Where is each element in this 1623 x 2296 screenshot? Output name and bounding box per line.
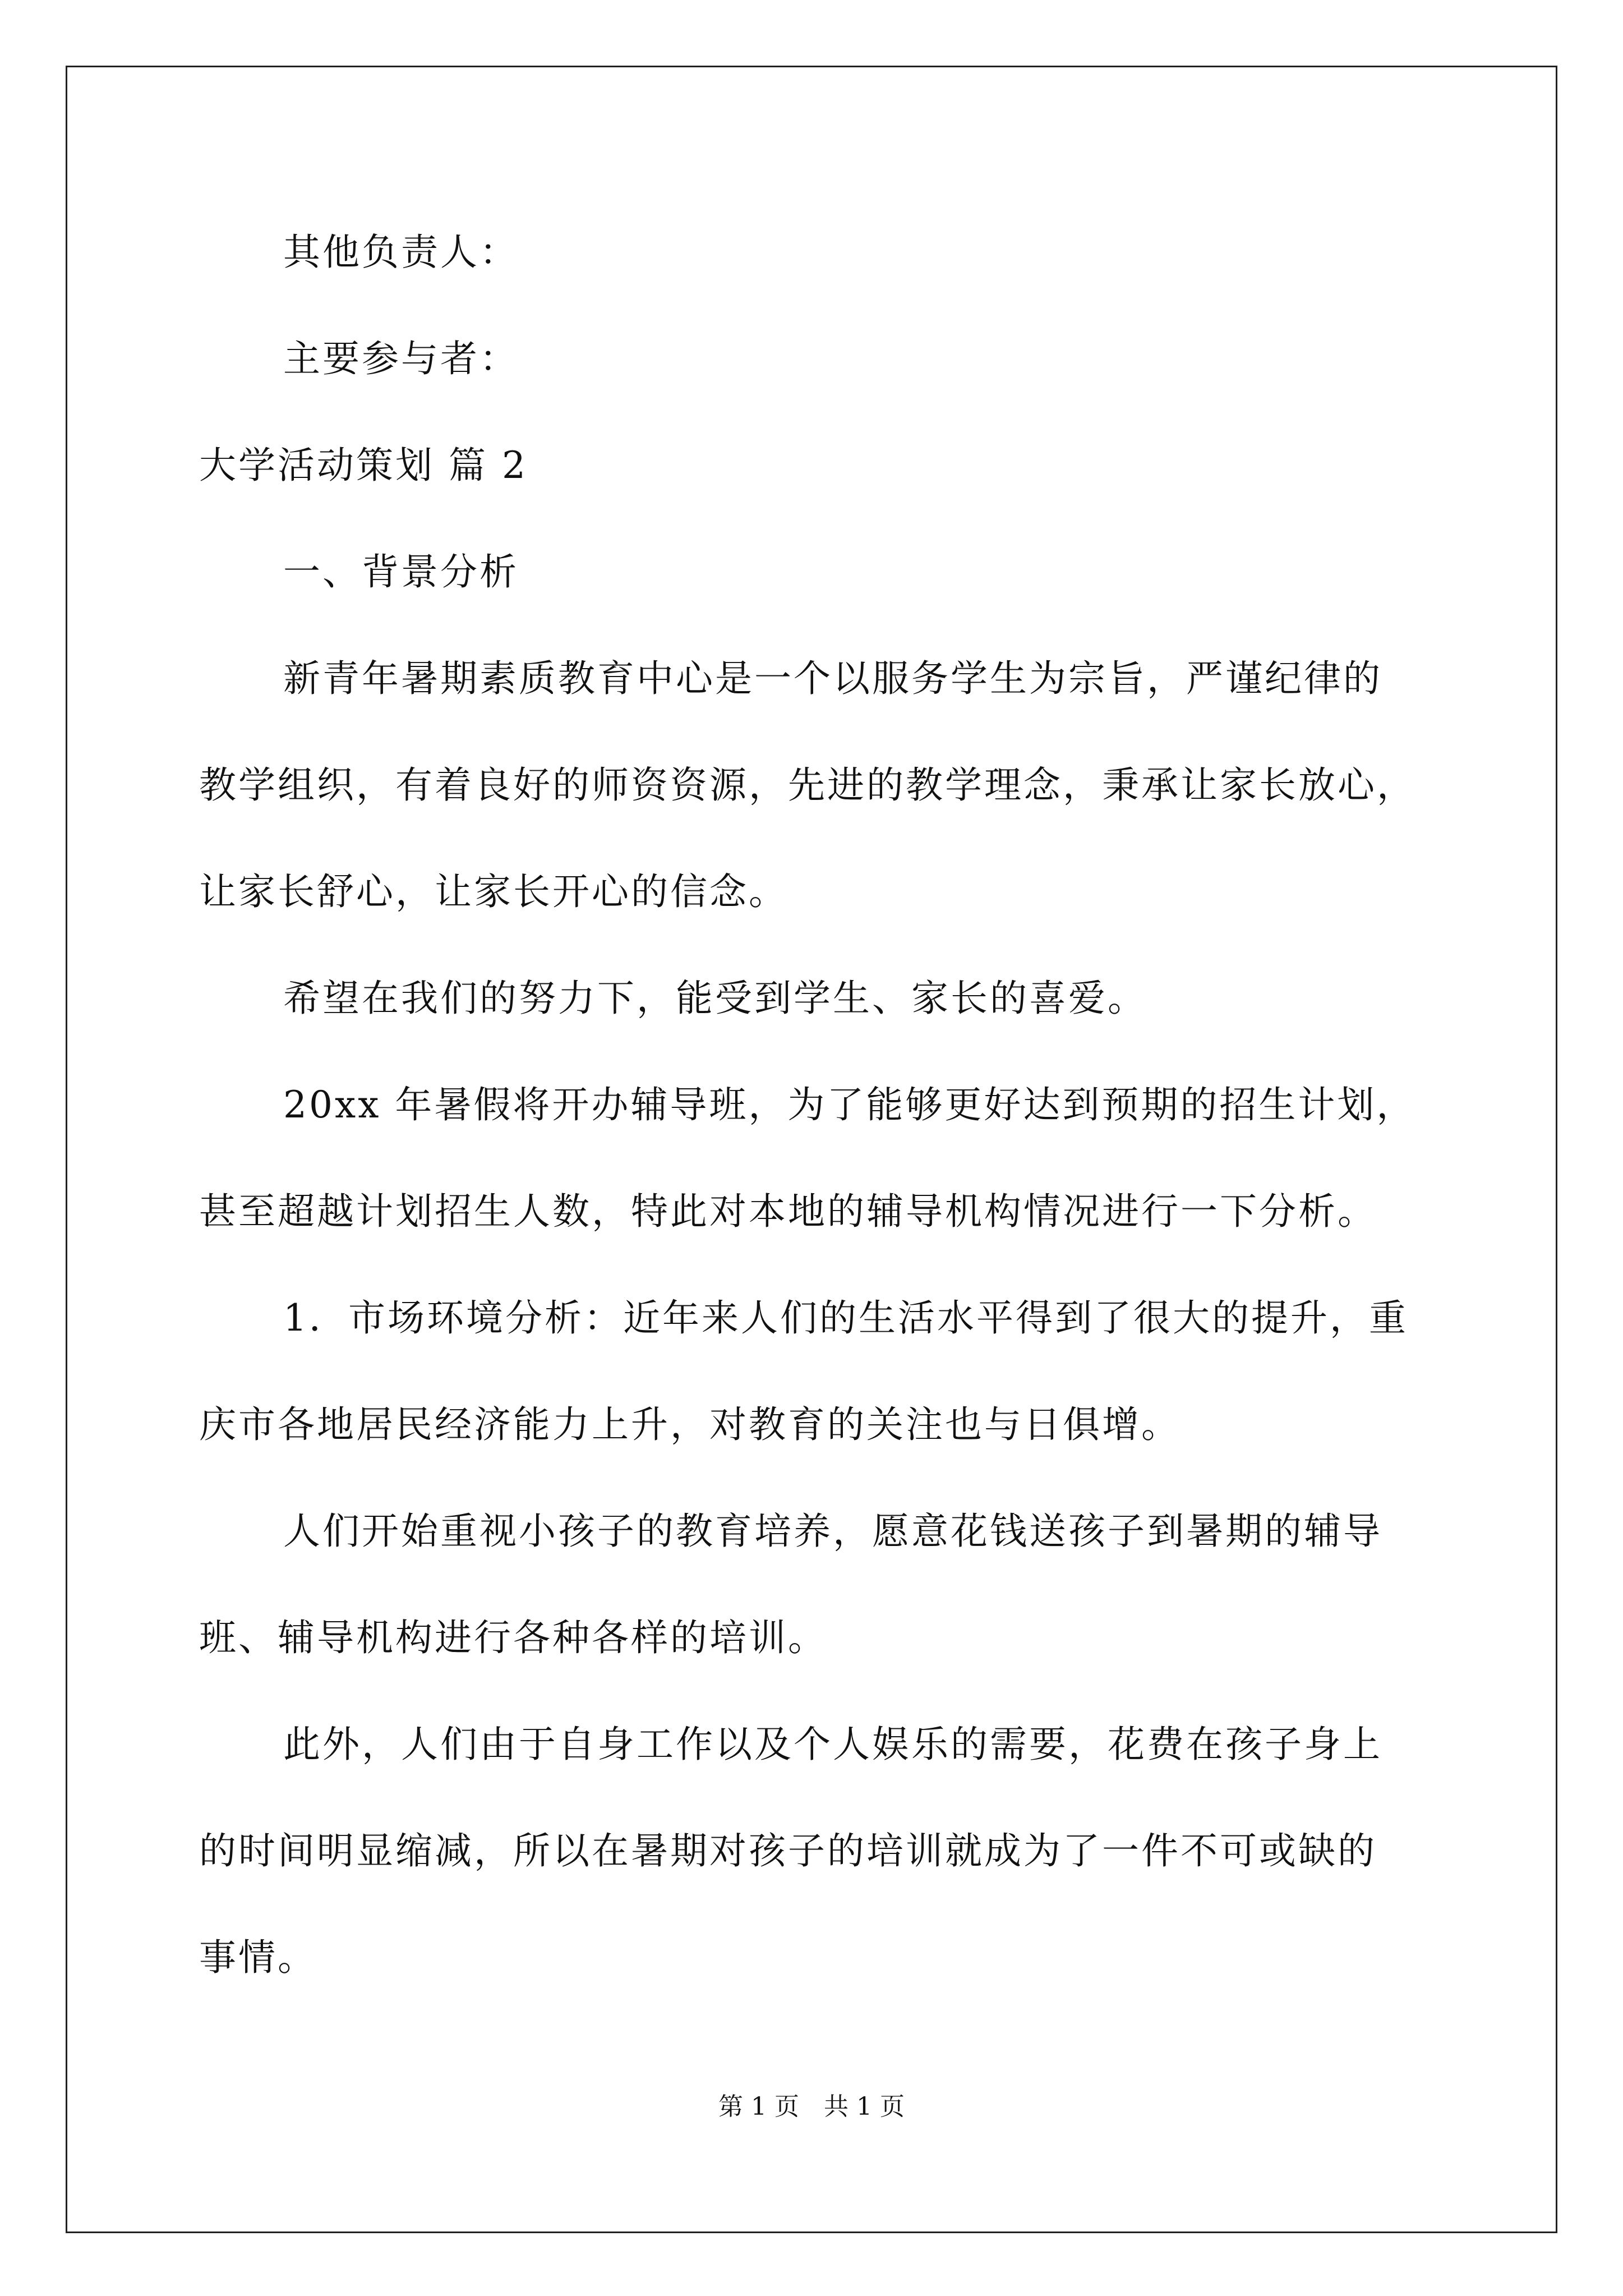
paragraph-line: 教学组织，有着良好的师资资源，先进的教学理念，秉承让家长放心，	[199, 763, 1416, 807]
paragraph-line: 人们开始重视小孩子的教育培养，愿意花钱送孩子到暑期的辅导	[283, 1510, 1382, 1553]
participants-line: 主要参与者：	[283, 337, 519, 380]
paragraph-line: 希望在我们的努力下，能受到学生、家长的喜爱。	[283, 977, 1147, 1020]
paragraph-line: 新青年暑期素质教育中心是一个以服务学生为宗旨，严谨纪律的	[283, 657, 1382, 700]
paragraph-line: 的时间明显缩减，所以在暑期对孩子的培训就成为了一件不可或缺的	[199, 1829, 1377, 1872]
paragraph-line: 庆市各地居民经济能力上升，对教育的关注也与日俱增。	[199, 1403, 1181, 1446]
paragraph-line: 1．市场环境分析：近年来人们的生活水平得到了很大的提升，重	[283, 1296, 1408, 1340]
paragraph-line: 甚至超越计划招生人数，特此对本地的辅导机构情况进行一下分析。	[199, 1190, 1377, 1233]
subheading-background: 一、背景分析	[283, 550, 519, 593]
responsible-person-line: 其他负责人：	[283, 231, 519, 274]
paragraph-line: 让家长舒心，让家长开心的信念。	[199, 870, 788, 913]
section-heading: 大学活动策划 篇 2	[199, 444, 528, 487]
page-number-footer: 第 1 页 共 1 页	[718, 2092, 905, 2121]
paragraph-line: 事情。	[199, 1936, 317, 1979]
page-border	[66, 66, 1557, 2233]
paragraph-line: 20xx 年暑假将开办辅导班，为了能够更好达到预期的招生计划，	[283, 1083, 1416, 1126]
paragraph-line: 此外，人们由于自身工作以及个人娱乐的需要，花费在孩子身上	[283, 1723, 1382, 1766]
paragraph-line: 班、辅导机构进行各种各样的培训。	[199, 1616, 827, 1659]
